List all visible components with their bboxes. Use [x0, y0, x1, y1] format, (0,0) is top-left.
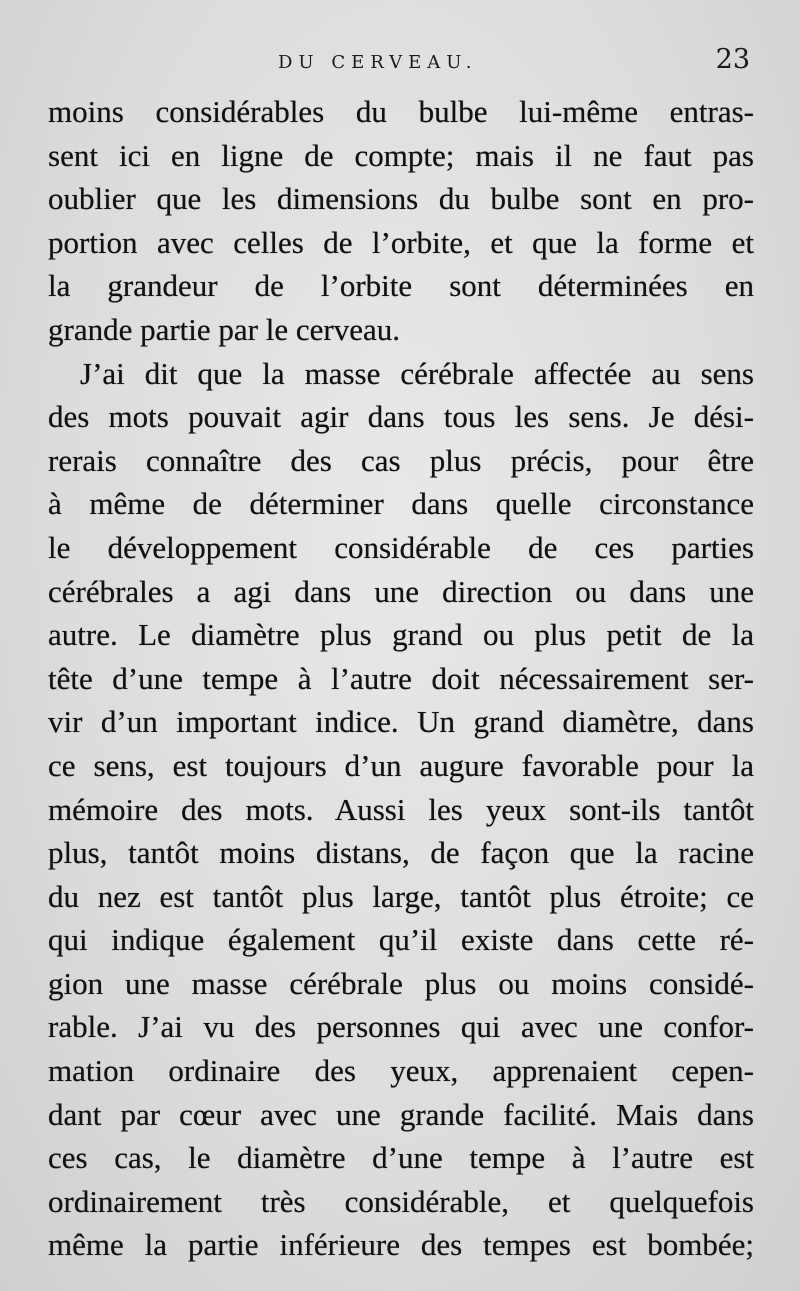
running-head — [46, 44, 756, 84]
text-line: plus, tantôt moins distans, de façon que la racine — [48, 835, 754, 871]
text-line: qui indique également qu’il existe dans cette ré- — [48, 922, 754, 958]
text-line: gion une masse cérébrale plus ou moins considé- — [48, 965, 754, 1001]
page-number: 23 — [715, 44, 750, 75]
text-line: cérébrales a agi dans une direction ou dans une — [48, 573, 754, 609]
text-line: ordinairement très considérable, et quelquefois — [48, 1183, 754, 1219]
text-line: rable. J’ai vu des personnes qui avec une confor- — [48, 1009, 754, 1045]
text-line: ces cas, le diamètre d’une tempe à l’autre est — [48, 1140, 754, 1176]
text-line: la grandeur de l’orbite sont déterminées en — [48, 268, 754, 304]
text-line: tête d’une tempe à l’autre doit nécessairement ser- — [48, 660, 754, 696]
running-title: DU CERVEAU. — [278, 52, 478, 73]
text-line: sent ici en ligne de compte; mais il ne faut pas — [48, 137, 754, 173]
text-line: dant par cœur avec une grande facilité. Mais dans — [48, 1096, 754, 1132]
text-line: ce sens, est toujours d’un augure favorable pour la — [48, 747, 754, 783]
text-line: moins considérables du bulbe lui-même entras- — [48, 94, 754, 129]
text-line: des mots pouvait agir dans tous les sens. Je dési- — [48, 399, 754, 435]
text-line: J’ai dit que la masse cérébrale affectée au sens — [80, 355, 754, 391]
text-line: le développement considérable de ces parties — [48, 529, 754, 565]
text-line: autre. Le diamètre plus grand ou plus petit de la — [48, 617, 754, 653]
text-line: mémoire des mots. Aussi les yeux sont-ils tantôt — [48, 791, 754, 827]
text-line: vir d’un important indice. Un grand diamètre, dans — [48, 704, 754, 740]
text-line: grande partie par le cerveau. — [48, 311, 400, 347]
text-line: à même de déterminer dans quelle circonstance — [48, 486, 754, 522]
text-line: mation ordinaire des yeux, apprenaient cepen- — [48, 1053, 754, 1089]
text-line: oublier que les dimensions du bulbe sont en pro- — [48, 181, 754, 217]
text-line: du nez est tantôt plus large, tantôt plus étroite; ce — [48, 878, 754, 914]
body-text — [48, 90, 754, 1267]
text-line: même la partie inférieure des tempes est bombée; — [48, 1227, 754, 1263]
text-line: portion avec celles de l’orbite, et que la forme et — [48, 224, 754, 260]
text-line: rerais connaître des cas plus précis, pour être — [48, 442, 754, 478]
